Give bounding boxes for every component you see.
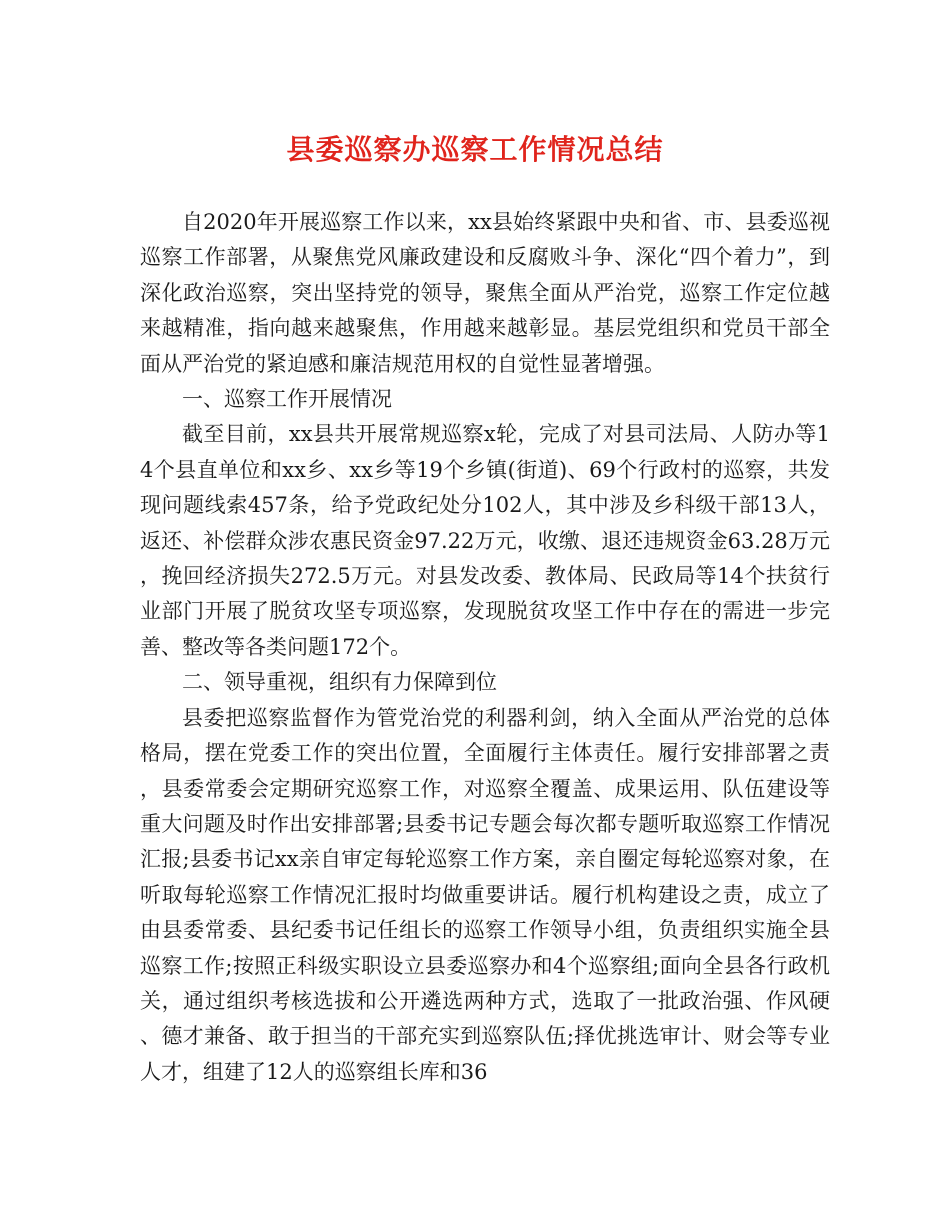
section-heading-1: 一、巡察工作开展情况 xyxy=(182,387,392,412)
section-1-paragraph: 截至目前，xx县共开展常规巡察x轮，完成了对县司法局、人防办等14个县直单位和xx乡、xx乡等19个乡镇(街道)、69个行政村的巡察，共发现问题线索457条，给予党政纪处分102人，其中涉及乡科级干部13人，返还、补偿群众涉农惠民资金97.22万元，收缴、退还违规资金63.28万元，挽回经济损失272.5万元。对县发改委、教体局、民政局等14个扶贫行业部门开展了脱贫攻坚专项巡察，发现脱贫攻坚工作中存在的需进一步完善、整改等各类问题172个。 xyxy=(140,422,830,659)
intro-paragraph: 自2020年开展巡察工作以来，xx县始终紧跟中央和省、市、县委巡视巡察工作部署，从聚焦党风廉政建设和反腐败斗争、深化“四个着力”，到深化政治巡察，突出坚持党的领导，聚焦全面从严治党，巡察工作定位越来越精准，指向越来越聚焦，作用越来越彰显。基层党组织和党员干部全面从严治党的紧迫感和廉洁规范用权的自觉性显著增强。 xyxy=(140,210,830,376)
document-title: 县委巡察办巡察工作情况总结 xyxy=(286,133,664,166)
section-2-paragraph: 县委把巡察监督作为管党治党的利器利剑，纳入全面从严治党的总体格局，摆在党委工作的突出位置，全面履行主体责任。履行安排部署之责，县委常委会定期研究巡察工作，对巡察全覆盖、成果运用、队伍建设等重大问题及时作出安排部署;县委书记专题会每次都专题听取巡察工作情况汇报;县委书记xx亲自审定每轮巡察工作方案，亲自圈定每轮巡察对象，在听取每轮巡察工作情况汇报时均做重要讲话。履行机构建设之责，成立了由县委常委、县纪委书记任组长的巡察工作领导小组，负责组织实施全县巡察工作;按照正科级实职设立县委巡察办和4个巡察组;面向全县各行政机关，通过组织考核选拔和公开遴选两种方式，选取了一批政治强、作风硬、德才兼备、敢于担当的干部充实到巡察队伍;择优挑选审计、财会等专业人才，组建了12人的巡察组长库和36 xyxy=(140,705,830,1084)
document-body xyxy=(140,205,830,1090)
section-heading-2: 二、领导重视，组织有力保障到位 xyxy=(182,670,497,695)
